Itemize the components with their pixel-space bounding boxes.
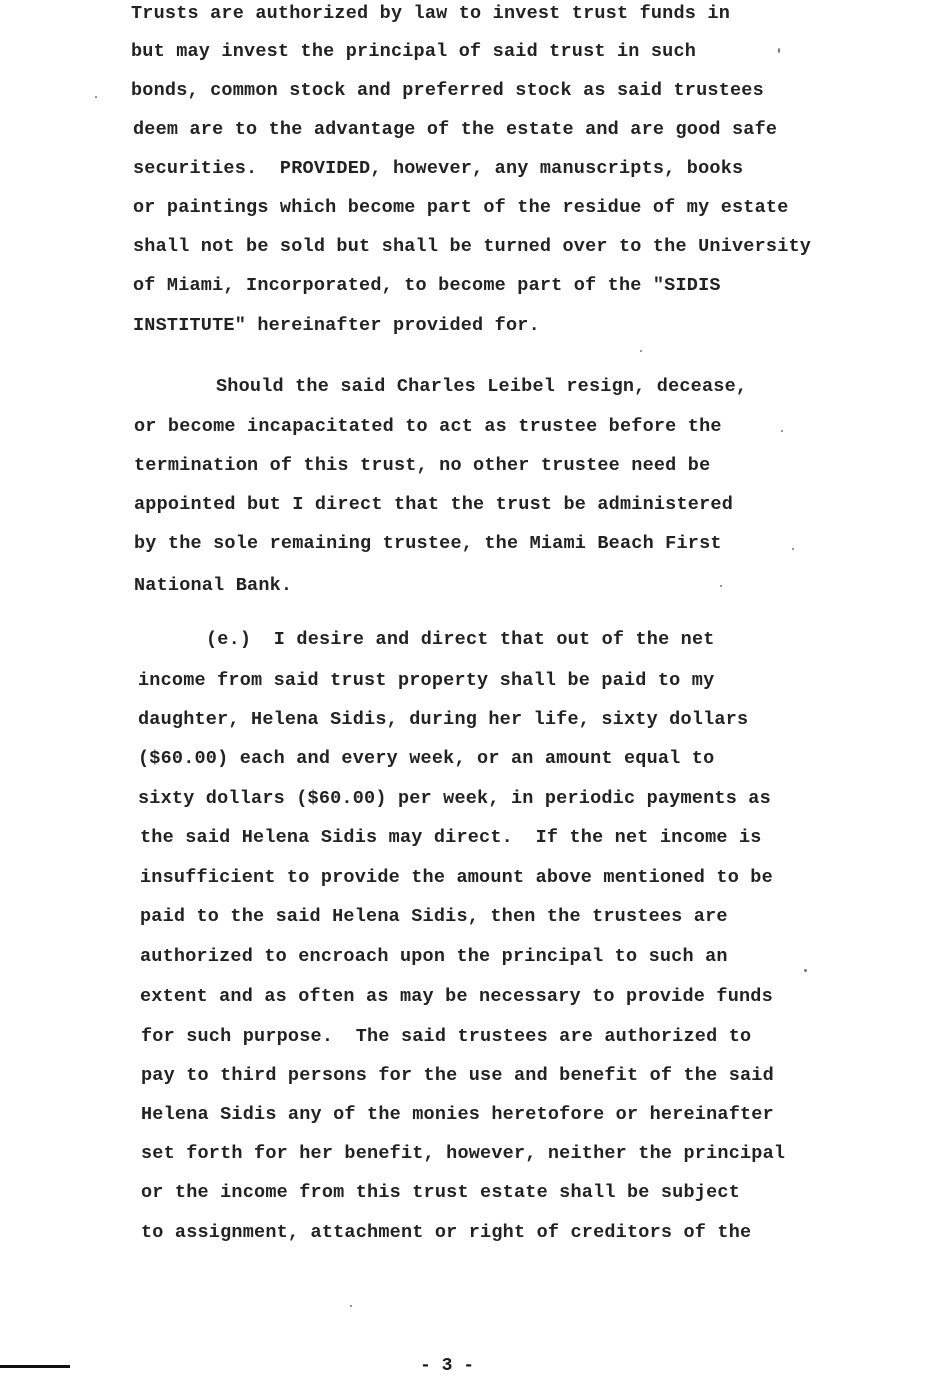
text-line: extent and as often as may be necessary to provide funds: [140, 986, 773, 1007]
scan-margin-mark: [0, 1365, 70, 1368]
text-line: to assignment, attachment or right of creditors of the: [141, 1222, 752, 1243]
text-line: (e.) I desire and direct that out of the net: [206, 629, 715, 650]
text-line: or become incapacitated to act as trustee before the: [134, 416, 722, 437]
scan-speck: [804, 969, 807, 972]
text-line: but may invest the principal of said trust in such: [131, 41, 697, 62]
text-line: National Bank.: [134, 575, 293, 596]
text-line: of Miami, Incorporated, to become part of the "SIDIS: [133, 275, 721, 296]
text-line: insufficient to provide the amount above mentioned to be: [140, 867, 773, 888]
page-number: - 3 -: [420, 1356, 475, 1376]
text-line: set forth for her benefit, however, neither the principal: [141, 1143, 786, 1164]
text-line: income from said trust property shall be paid to my: [138, 670, 715, 691]
text-line: ($60.00) each and every week, or an amount equal to: [138, 748, 715, 769]
scan-speck: [781, 430, 783, 432]
text-line: deem are to the advantage of the estate and are good safe: [133, 119, 778, 140]
text-line: bonds, common stock and preferred stock as said trustees: [131, 80, 764, 101]
scan-speck: [792, 548, 794, 550]
text-line: INSTITUTE" hereinafter provided for.: [133, 315, 540, 336]
text-line: or paintings which become part of the residue of my estate: [133, 197, 789, 218]
text-line: Trusts are authorized by law to invest trust funds in: [131, 3, 730, 24]
scan-speck: [720, 585, 722, 587]
text-line: Should the said Charles Leibel resign, decease,: [216, 376, 748, 397]
text-line: securities. PROVIDED, however, any manuscripts, books: [133, 158, 744, 179]
text-line: Helena Sidis any of the monies heretofore or hereinafter: [141, 1104, 774, 1125]
text-line: authorized to encroach upon the principal to such an: [140, 946, 728, 967]
scan-speck: [95, 96, 97, 98]
text-line: pay to third persons for the use and benefit of the said: [141, 1065, 774, 1086]
text-line: daughter, Helena Sidis, during her life, sixty dollars: [138, 709, 749, 730]
text-line: shall not be sold but shall be turned over to the University: [133, 236, 812, 257]
text-line: or the income from this trust estate shall be subject: [141, 1182, 740, 1203]
scan-speck: [640, 350, 642, 352]
text-line: paid to the said Helena Sidis, then the trustees are: [140, 906, 728, 927]
text-line: by the sole remaining trustee, the Miami Beach First: [134, 533, 722, 554]
text-line: appointed but I direct that the trust be administered: [134, 494, 733, 515]
text-line: sixty dollars ($60.00) per week, in periodic payments as: [138, 788, 771, 809]
text-line: termination of this trust, no other trustee need be: [134, 455, 711, 476]
text-line: for such purpose. The said trustees are authorized to: [141, 1026, 752, 1047]
scan-speck: [778, 48, 780, 53]
text-line: the said Helena Sidis may direct. If the net income is: [140, 827, 762, 848]
scan-speck: [350, 1305, 352, 1307]
